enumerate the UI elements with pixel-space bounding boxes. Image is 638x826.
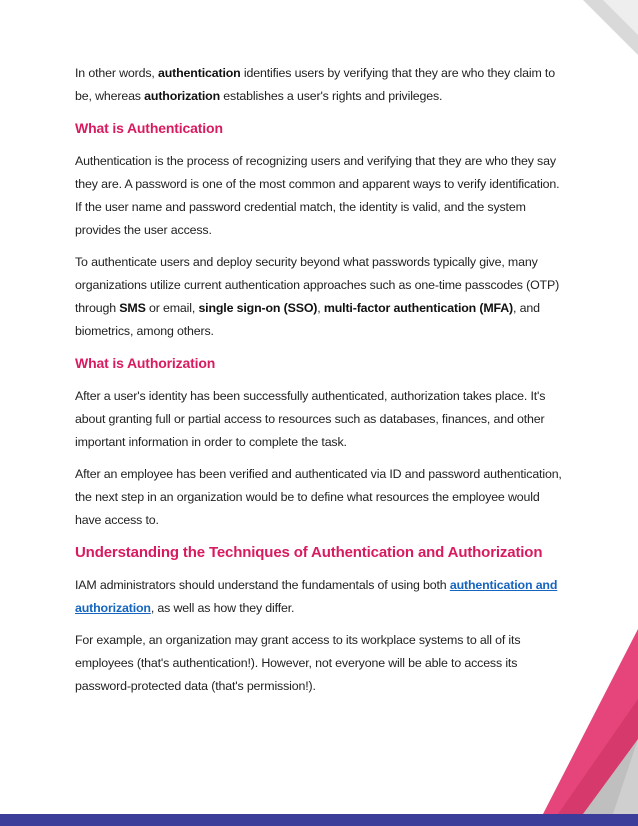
authentication-authorization-link[interactable]: authentication and authorization [75, 578, 558, 615]
corner-decoration-bottom [488, 629, 638, 814]
iam-administrators-paragraph: IAM administrators should understand the fundamentals of using both authentication and authorization, as well as how they differ. [75, 578, 558, 615]
intro-paragraph: In other words, authentication identifies users by verifying that they are who they claim to be, whereas authorization establishes a user's rights and privileges. [75, 66, 555, 103]
footer-bar [0, 814, 638, 826]
heading-what-is-authorization: What is Authorization [75, 355, 216, 371]
authorization-definition-paragraph: After a user's identity has been successfully authenticated, authorization takes place. It's about granting full or partial access to resources such as databases, finances, and other important information in order to complete the task. [75, 389, 546, 449]
authentication-definition-paragraph: Authentication is the process of recognizing users and verifying that they are who they say they are. A password is one of the most common and apparent ways to verify identification. If the user name and password credential match, the identity is valid, and the system provides the user access. [75, 154, 560, 237]
heading-understanding-techniques: Understanding the Techniques of Authentication and Authorization [75, 544, 543, 561]
document-body [75, 62, 565, 707]
example-paragraph: For example, an organization may grant access to its workplace systems to all of its employees (that's authentication!). However, not everyone will be able to access its password-protected data (that's permission!). [75, 633, 521, 693]
heading-what-is-authentication: What is Authentication [75, 120, 223, 136]
authentication-methods-paragraph: To authenticate users and deploy security beyond what passwords typically give, many organizations utilize current authentication approaches such as one-time passcodes (OTP) through SMS or email, single sign-on (SSO), multi-factor authentication (MFA), and biometrics, among others. [75, 255, 560, 338]
authorization-employee-paragraph: After an employee has been verified and authenticated via ID and password authentication, the next step in an organization would be to define what resources the employee would have access to. [75, 467, 562, 527]
